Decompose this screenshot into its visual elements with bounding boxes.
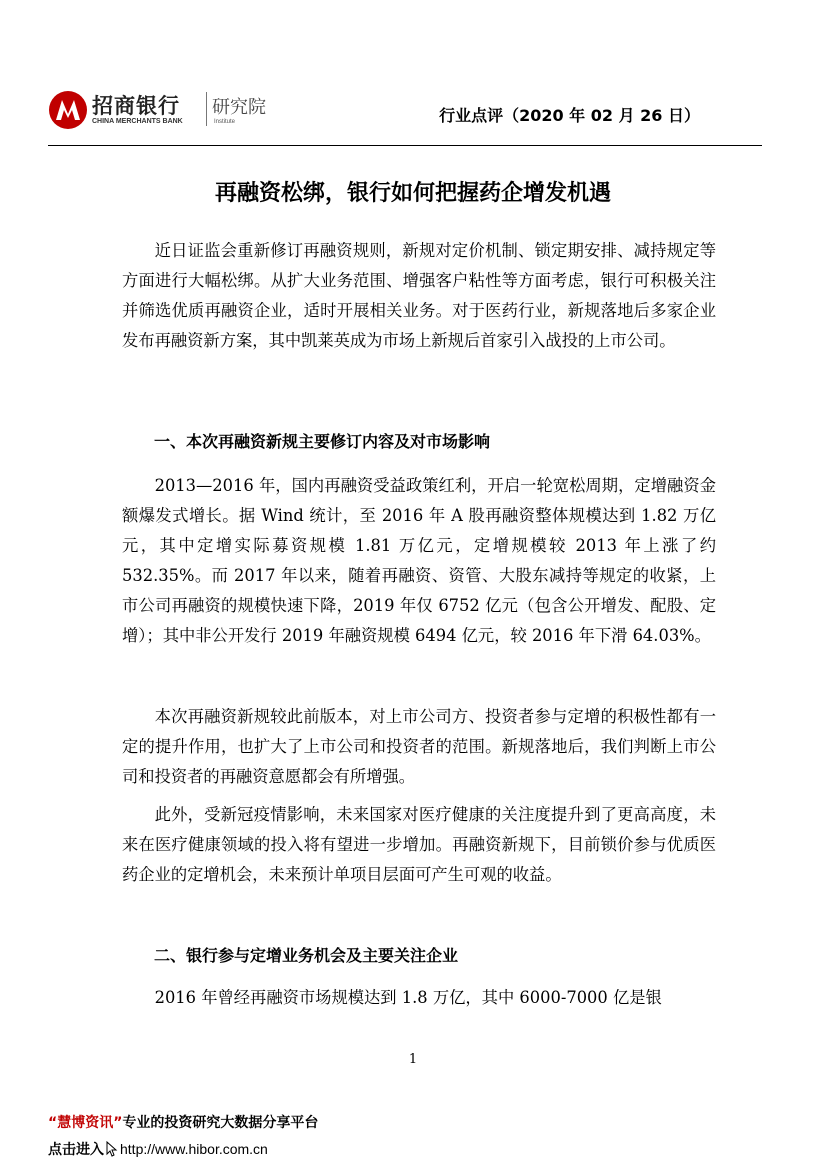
footer-tagline: 专业的投资研究大数据分享平台 [122, 1115, 319, 1131]
logo-divider [206, 92, 207, 126]
paragraph-4: 2016 年曾经再融资市场规模达到 1.8 万亿，其中 6000-7000 亿是银 [154, 988, 662, 1007]
page-number: 1 [408, 1052, 418, 1067]
cmb-logo-icon [48, 90, 88, 130]
logo-en-text: CHINA MERCHANTS BANK [92, 118, 183, 125]
logo-cn-text: 招商银行 [92, 94, 180, 118]
paragraph-3: 此外，受新冠疫情影响，未来国家对医疗健康的关注度提升到了更高高度，未来在医疗健康领域的投入将有望进一步增加。再融资新规下，目前锁价参与优质医药企业的定增机会，未来预计单项目层面可产生可观的收益。 [122, 805, 716, 884]
header-rule [48, 145, 762, 146]
footer-link-row[interactable] [48, 1139, 268, 1159]
paragraph-1: 2013—2016 年，国内再融资受益政策红利，开启一轮宽松周期，定增融资金额爆发式增长。据 Wind 统计，至 2016 年 A 股再融资整体规模达到 1.82 万亿元，其中定增实际募资规模 1.81 万亿元，定增规模较 2013 年上涨了约 532.35%。而 2017 年以来，随着再融资、资管、大股东减持等规定的收紧，上市公司再融资的规模快速下降，2019 年仅 6752 亿元（包含公开增发、配股、定增）；其中非公开发行 2019 年融资规模 6494 亿元，较 2016 年下滑 64.03%。 [122, 476, 716, 645]
footer-click-label: 点击进入 [48, 1142, 104, 1158]
footer-banner [48, 1112, 318, 1132]
section-heading-2: 二、银行参与定增业务机会及主要关注企业 [154, 946, 459, 965]
section-heading-1: 一、本次再融资新规主要修订内容及对市场影响 [154, 432, 491, 451]
intro-paragraph: 近日证监会重新修订再融资规则，新规对定价机制、锁定期安排、减持规定等方面进行大幅松绑。从扩大业务范围、增强客户粘性等方面考虑，银行可积极关注并筛选优质再融资企业，适时开展相关业务。对于医药行业，新规落地后多家企业发布再融资新方案，其中凯莱英成为市场上新规后首家引入战投的上市公司。 [122, 241, 716, 350]
page-title: 再融资松绑，银行如何把握药企增发机遇 [214, 181, 611, 206]
institute-text: 研究院 [212, 97, 266, 118]
paragraph-2: 本次再融资新规较此前版本，对上市公司方、投资者参与定增的积极性都有一定的提升作用，也扩大了上市公司和投资者的范围。新规落地后，我们判断上市公司和投资者的再融资意愿都会有所增强。 [122, 707, 716, 786]
institute-en-text: Institute [214, 119, 236, 125]
cursor-pointer-icon [106, 1141, 118, 1157]
footer-url-link[interactable]: http://www.hibor.com.cn [120, 1141, 268, 1157]
report-meta: 行业点评（2020 年 02 月 26 日） [439, 106, 700, 125]
footer-brand: “慧博资讯” [48, 1115, 123, 1131]
bank-logo [48, 88, 288, 132]
